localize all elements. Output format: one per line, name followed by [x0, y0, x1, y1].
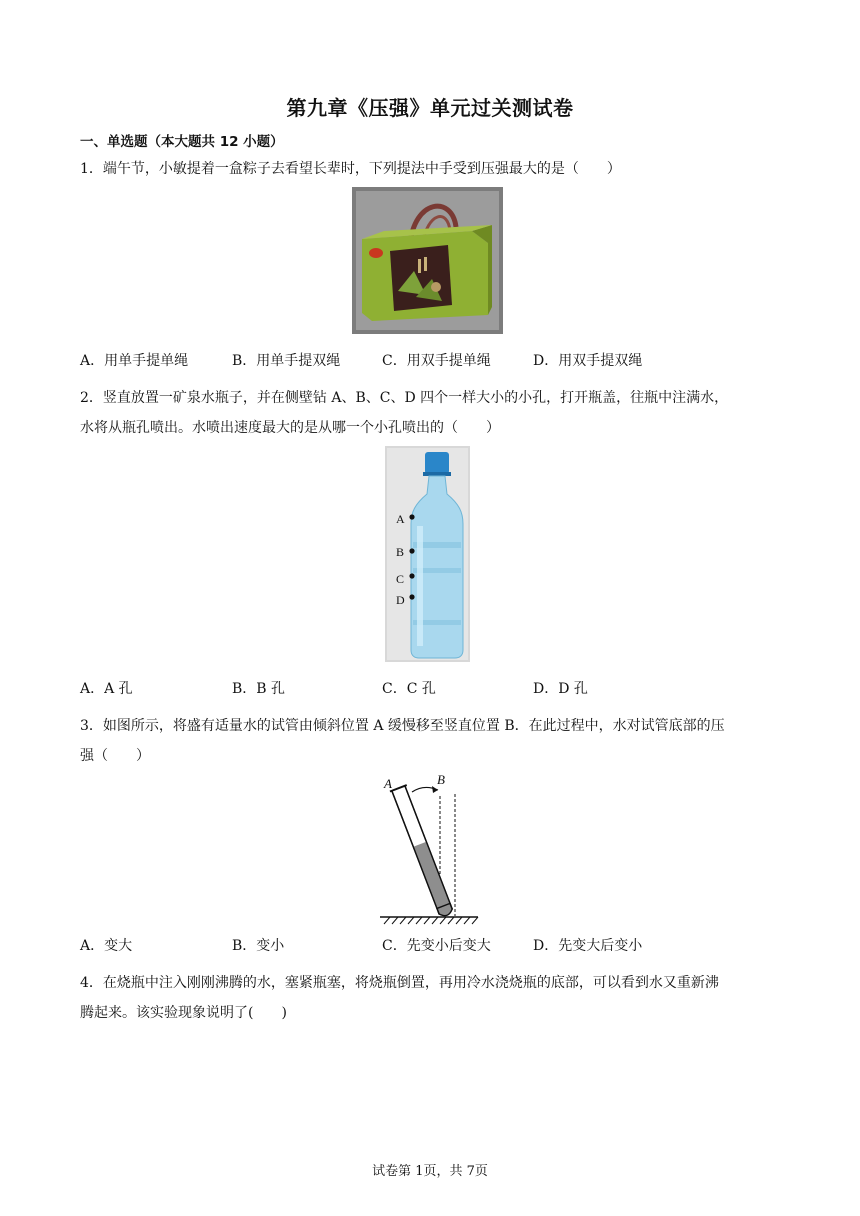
- question-2-option-d: D．D 孔: [533, 681, 588, 697]
- question-2-option-c: C．C 孔: [382, 681, 436, 697]
- hole-a-dot: [409, 514, 414, 519]
- page-footer: 试卷第 1页，共 7页: [372, 1164, 488, 1179]
- hole-label-b: B: [396, 545, 405, 559]
- question-1-option-d: D．用双手提双绳: [533, 353, 643, 369]
- hole-label-c: C: [396, 572, 405, 586]
- question-2-option-a: A．A 孔: [80, 681, 133, 697]
- question-2-text-line-1: 2．竖直放置一矿泉水瓶子，并在侧壁钻 A、B、C、D 四个一样大小的小孔，打开瓶盖，往瓶中注满水，: [80, 390, 729, 406]
- hole-b-dot: [409, 548, 414, 553]
- question-4-text-line-2: 腾起来。该实验现象说明了( ): [80, 1005, 287, 1021]
- zongzi-box-image: [352, 187, 503, 334]
- section-heading: 一、单选题（本大题共 12 小题）: [80, 134, 284, 150]
- question-3-option-c: C．先变小后变大: [382, 938, 491, 954]
- question-4-text-line-1: 4．在烧瓶中注入刚刚沸腾的水，塞紧瓶塞，将烧瓶倒置，再用冷水浇烧瓶的底部，可以看到水又重新沸: [80, 975, 719, 991]
- position-label-b: B: [437, 772, 445, 787]
- page-title: 第九章《压强》单元过关测试卷: [286, 96, 574, 120]
- water-bottle-image: [385, 446, 470, 662]
- question-1-option-a: A．用单手提单绳: [80, 353, 189, 369]
- hole-d-dot: [409, 594, 414, 599]
- question-1-option-c: C．用双手提单绳: [382, 353, 491, 369]
- hole-label-d: D: [396, 593, 405, 607]
- hole-c-dot: [409, 573, 414, 578]
- question-3-text-line-2: 强（ ）: [80, 748, 150, 764]
- question-1-text: 1．端午节，小敏提着一盒粽子去看望长辈时，下列提法中手受到压强最大的是（ ）: [80, 161, 621, 177]
- question-3-option-b: B．变小: [232, 938, 285, 954]
- question-2-text-line-2: 水将从瓶孔喷出。水喷出速度最大的是从哪一个小孔喷出的（ ）: [80, 420, 500, 436]
- question-2-option-b: B．B 孔: [232, 681, 286, 697]
- question-1-option-b: B．用单手提双绳: [232, 353, 341, 369]
- hole-label-a: A: [396, 512, 405, 526]
- question-3-text-line-1: 3．如图所示，将盛有适量水的试管由倾斜位置 A 缓慢移至竖直位置 B．在此过程中，水对试管底部的压: [80, 718, 725, 734]
- test-tube-diagram: [376, 770, 482, 928]
- question-3-option-d: D．先变大后变小: [533, 938, 643, 954]
- position-label-a: A: [384, 776, 392, 791]
- question-3-option-a: A．变大: [80, 938, 133, 954]
